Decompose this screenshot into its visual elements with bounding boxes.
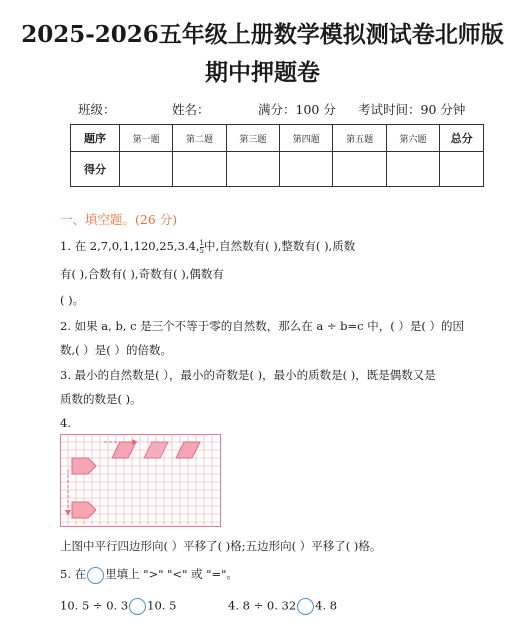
full-score-label: 满分：100 分 [258,102,336,117]
arrowhead-down [65,510,71,516]
question-2-line2: 数,( ）是( ）的倍数。 [60,343,172,357]
class-label: 班级： [78,102,116,117]
paper-title-line1: 2025-2026五年级上册数学模拟测试卷北师版 [21,21,504,48]
score-table [70,124,484,187]
score-col-1: 第一题 [120,125,173,152]
compare-circle[interactable] [87,567,104,584]
q5-right-group [228,598,337,615]
score-col-4: 第四题 [280,125,333,152]
score-total-label: 总分 [440,125,484,152]
question-5-row1 [60,598,510,615]
question-1-line1 [60,238,510,255]
name-label: 姓名： [172,102,210,117]
question-1-line3: ( )。 [60,293,85,307]
parallelogram-shape [176,442,200,458]
q5-left-expr: 10. 5 ÷ 0. 3 [60,598,129,613]
exam-time-label: 考试时间：90 分钟 [358,102,466,117]
score-cell[interactable] [226,152,279,187]
score-col-6: 第六题 [386,125,439,152]
score-cell[interactable] [280,152,333,187]
question-5-prompt [60,566,510,584]
score-cell[interactable] [440,152,484,187]
q5-text-b: 里填上 ">" "<" 或 "="。 [105,567,238,581]
score-table-header-label: 题序 [71,125,120,152]
question-4-text: 上图中平行四边形向( ）平移了( )格;五边形向( ）平移了( )格。 [60,539,382,553]
translation-grid-figure [60,434,222,528]
fraction-numerator: 1 [199,238,204,247]
q5-left-value: 10. 5 [147,598,177,613]
section-heading: 一、填空题。(26 分) [60,212,178,227]
q5-text-a: 5. 在 [60,567,87,581]
question-4-label: 4. [60,416,71,430]
question-3-line1: 3. 最小的自然数是( ），最小的奇数是( )，最小的质数是( )，既是偶数又是 [60,368,436,382]
score-cell[interactable] [173,152,226,187]
score-cell[interactable] [386,152,439,187]
score-col-5: 第五题 [333,125,386,152]
score-table-header-row [71,125,484,152]
score-cell[interactable] [333,152,386,187]
fraction-denominator: 5 [199,246,204,255]
score-row-label: 得分 [71,152,120,187]
score-table-score-row [71,152,484,187]
q1-text-a: 1. 在 2,7,0,1,120,25,3.4, [60,239,200,253]
score-col-2: 第二题 [173,125,226,152]
q5-right-expr: 4. 8 ÷ 0. 32 [228,598,297,613]
pentagon-original [72,458,96,474]
question-1-line2: 有( ),合数有( ),奇数有( ),偶数有 [60,267,224,281]
parallelogram-moved [144,442,168,458]
compare-circle-left[interactable] [129,598,146,615]
score-col-3: 第三题 [226,125,279,152]
question-2-line1: 2. 如果 a, b, c 是三个不等于零的自然数，那么在 a ÷ b=c 中，( ）是( ）的因 [60,319,465,333]
question-3-line2: 质数的数是( )。 [60,392,142,406]
score-cell[interactable] [120,152,173,187]
q1-text-b: 中,自然数有( ),整数有( ),质数 [203,239,356,253]
paper-title-line2: 期中押题卷 [205,59,320,86]
q5-right-value: 4. 8 [315,598,338,613]
compare-circle-right[interactable] [297,598,314,615]
pentagon-moved [72,502,96,518]
